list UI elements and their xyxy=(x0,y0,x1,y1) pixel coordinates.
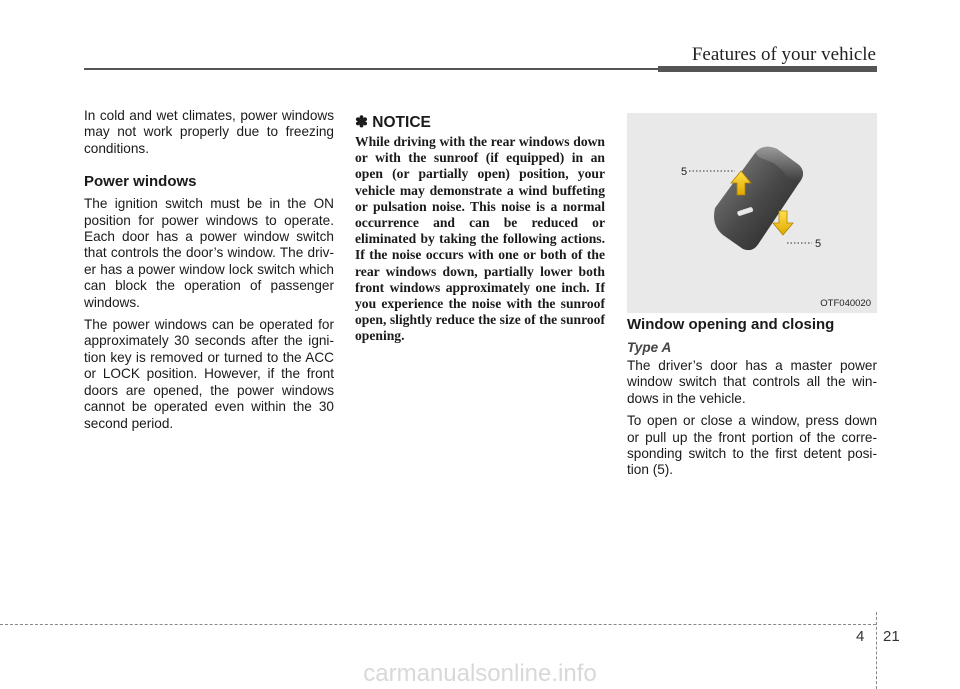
column-left xyxy=(84,108,334,432)
section-heading-power-windows: Power windows xyxy=(84,173,197,191)
paragraph-open-close: To open or close a window, press down or pull up the front portion of the corresponding switch to the first detent position (5). xyxy=(627,413,877,478)
column-middle xyxy=(355,112,605,345)
paragraph-master-switch: The driver’s door has a master power window switch that controls all the windows in the vehicle. xyxy=(627,358,877,406)
running-header-title: Features of your vehicle xyxy=(691,44,876,65)
callout-label-bottom: 5 xyxy=(815,238,822,250)
footer-section-number: 4 xyxy=(856,628,865,645)
paragraph-operation-period: The power windows can be operated for approximately 30 seconds after the ignition key is removed or turned to the ACC or LOCK position. However, if the front doors are opened, the power windows cannot be operated even within the 30 second period. xyxy=(84,317,334,431)
header-tab-bar xyxy=(658,66,877,72)
intro-paragraph: In cold and wet climates, power windows may not work properly due to freezing conditions. xyxy=(84,108,334,156)
footer-page-number: 21 xyxy=(883,628,900,645)
window-switch-figure xyxy=(627,113,877,313)
section-heading-window-opening: Window opening and closing xyxy=(627,316,835,333)
notice-heading: ✽ NOTICE xyxy=(355,114,431,131)
paragraph-ignition: The ignition switch must be in the ON position for power windows to operate. Each door has a power window switch that controls the door’s window. The driver has a power window lock switch which can block the operation of passenger windows. xyxy=(84,196,334,310)
window-switch-illustration xyxy=(627,113,877,313)
callout-label-top: 5 xyxy=(681,166,688,178)
column-right-text xyxy=(627,316,877,479)
figure-code: OTF040020 xyxy=(820,298,871,309)
watermark: carmanualsonline.info xyxy=(363,660,597,687)
notice-body: While driving with the rear windows down or with the sunroof (if equipped) in an open (or partially open) position, your vehicle may demonstrate a wind buffeting or pulsation noise. This noise is a normal occurrence and can be reduced or eliminated by taking the following actions. If the noise occurs with one or both of the rear windows down, partially lower both front windows approximately one inch. If you experience the noise with the sunroof open, slightly reduce the size of the sunroof opening. xyxy=(355,134,605,344)
type-label: Type A xyxy=(627,340,672,355)
footer-rule xyxy=(0,624,876,625)
